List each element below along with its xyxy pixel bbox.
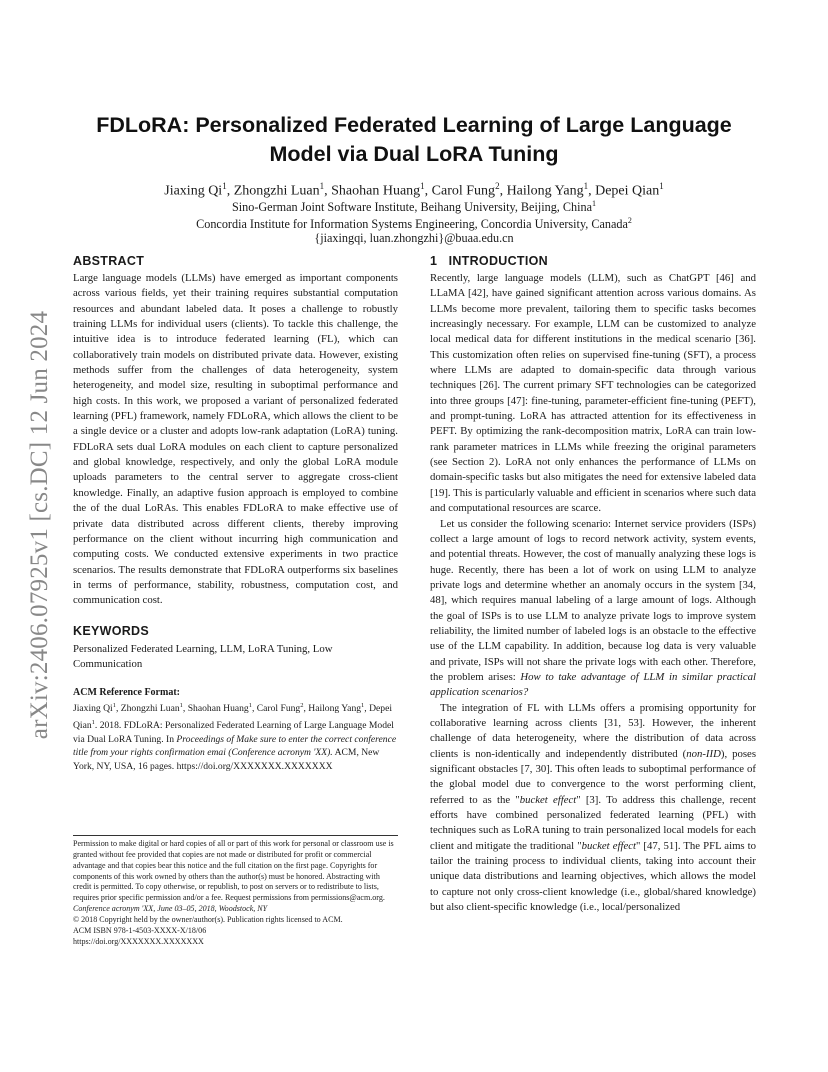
left-column xyxy=(73,252,398,773)
ref-author-affiliation-sup: 1 xyxy=(248,702,252,710)
ref-author-separator: , xyxy=(303,703,309,715)
acm-ref-heading: ACM Reference Format: xyxy=(73,687,180,699)
ref-author-name: Carol Fung xyxy=(256,703,301,715)
intro-p3-d: " [47, 51]. The PFL aims to tailor the training process to individual clients, taking into account their unique data distributions and learning objectives, which allows the model to capture not only cross-client knowledge (i.e., global/shared knowledge) but also client-specific knowledge (i.e., local/personalized xyxy=(430,839,757,914)
copyright-line: © 2018 Copyright held by the owner/author(s). Publication rights licensed to ACM. xyxy=(73,914,343,924)
author-affiliation-sup: 1 xyxy=(583,181,589,191)
paper-title: FDLoRA: Personalized Federated Learning of Large Language Model via Dual LoRA Tuning xyxy=(96,113,732,166)
author-affiliation-sup: 2 xyxy=(495,181,500,191)
footnote-rule xyxy=(73,835,398,836)
author-separator: , xyxy=(424,183,432,199)
arxiv-stamp-text: arXiv:2406.07925v1 [cs.DC] 12 Jun 2024 xyxy=(26,310,53,740)
author-separator: , xyxy=(226,183,234,199)
keywords-heading: KEYWORDS xyxy=(73,623,150,638)
intro-p3-bucket-1: bucket effect xyxy=(519,793,577,806)
affiliation-1-sup: 1 xyxy=(592,199,597,208)
author-affiliation-sup: 1 xyxy=(420,181,425,191)
permission-footnote xyxy=(73,839,398,947)
abstract-heading: ABSTRACT xyxy=(73,254,145,268)
ref-author-name: Hailong Yang xyxy=(308,703,362,715)
intro-p3-a: The integration of FL with LLMs offers a promising opportunity for collaborative learning across clients [31, 53]. However, the inherent challenge of data heterogeneity, where the distribution of data across clients is non-identically and independently distributed ( xyxy=(430,701,756,760)
acm-ref-venue: Proceedings of Make sure to enter the correct conference title from your rights confirmation emai (Conference acronym 'XX). xyxy=(73,733,397,759)
ref-author-affiliation-sup: 1 xyxy=(179,702,183,710)
ref-author-name: Jiaxing Qi xyxy=(73,703,113,715)
intro-p3-noniid: non-IID xyxy=(686,747,721,760)
author-name: Jiaxing Qi xyxy=(164,183,223,199)
ref-author-separator: . xyxy=(94,720,100,732)
author-name: Shaohan Huang xyxy=(331,183,421,199)
ref-author-name: Shaohan Huang xyxy=(187,703,249,715)
arxiv-stamp xyxy=(20,290,60,760)
isbn-line: ACM ISBN 978-1-4503-XXXX-X/18/06 xyxy=(73,925,207,935)
ref-author-separator: , xyxy=(364,703,370,715)
keywords-text: Personalized Federated Learning, LLM, LoRA Tuning, Low Communication xyxy=(73,642,333,670)
intro-heading: 1 INTRODUCTION xyxy=(430,254,548,268)
author-affiliation-sup: 1 xyxy=(222,181,227,191)
ref-author-affiliation-sup: 1 xyxy=(112,702,116,710)
research-question: How to take advantage of LLM in similar practical application scenarios? xyxy=(430,670,756,699)
conference-text: Conference acronym 'XX, June 03–05, 2018, Woodstock, NY xyxy=(73,904,268,914)
acm-ref-body-2: ACM, New York, NY, USA, 16 pages. https://doi.org/XXXXXXX.XXXXXXX xyxy=(73,747,380,772)
author-separator: , xyxy=(324,183,332,199)
affiliation-2-sup: 2 xyxy=(627,216,632,225)
ref-author-affiliation-sup: 2 xyxy=(300,702,304,710)
doi-line: https://doi.org/XXXXXXX.XXXXXXX xyxy=(73,936,204,946)
ref-author-separator: , xyxy=(251,703,257,715)
author-separator: , xyxy=(588,183,596,199)
intro-paragraph-1: Recently, large language models (LLM), such as ChatGPT [46] and LLaMA [42], have gained significant attention across various domains. As LLMs become more prevalent, tailoring them to specific tasks becomes increasingly necessary. For example, LLM can be customized to analyze local medical data for different institutions in the medical scenario [36]. This customization often relies on supervised fine-tuning (SFT), a process where LLMs are adapted to domain-specific data through various techniques [26]. The current primary SFT technologies can be categorized into three groups [47]: fine-tuning, parameter-efficient fine-tuning (PEFT), and prompt-tuning. LoRA has attracted attention for its effectiveness in PEFT. By optimizing the rank-decomposition matrix, LoRA can train low-rank parameter matrices in LLMs while freezing the original parameters (see Section 2). LoRA not only enhances the performance of LLMs on domain-specific tasks but also mitigates the need for extensive labeled data [19]. This is particularly valuable and efficient in scenarios where such data and computational resources are scarce. xyxy=(430,272,756,515)
author-affiliation-sup: 1 xyxy=(659,181,664,191)
ref-author-separator: , xyxy=(182,703,188,715)
conference-line xyxy=(73,904,398,915)
ref-author-affiliation-sup: 1 xyxy=(91,718,95,726)
acm-ref-body-1: 2018. FDLoRA: Personalized Federated Learning of Large Language Model via Dual LoRA Tuning. In xyxy=(73,720,394,745)
ref-author-affiliation-sup: 1 xyxy=(361,702,365,710)
intro-paragraph-2-text: Let us consider the following scenario: Internet service providers (ISPs) collect a large amount of logs to record network activity, system events, and potential threats. However, the cost of manually analyzing these logs is huge. Recently, there has been a lot of work on using LLM to analyze private logs and determine whether an anomaly occurs in the system [34, 48], which requires manual labeling of a large amount of logs. Although the goal of ISPs is to use LLM to analyze private logs to improve system reliability, the limited number of labeled logs is an obstacle to the effective use of the LLM capability. In addition, because log data is very valuable and private, ISPs will not share the private logs with each other. Therefore, the problem arises: xyxy=(430,517,756,683)
permission-text: Permission to make digital or hard copies of all or part of this work for personal or classroom use is granted without fee provided that copies are not made or distributed for profit or commercial advantage and that copies bear this notice and the full citation on the first page. Copyrights for components of this work owned by others than the author(s) must be honored. Abstracting with credit is permitted. To copy otherwise, or republish, to post on servers or to redistribute to lists, requires prior specific permission and/or a fee. Request permissions from permissions@acm.org. xyxy=(73,839,394,903)
ref-author-separator: , xyxy=(115,703,121,715)
right-column xyxy=(430,252,756,915)
intro-p3-c: " [3]. To address this challenge, recent efforts have combined personalized federated learning (PFL) with techniques such as LoRA tuning to train personalized local models for each client and mitigate the traditional " xyxy=(430,793,756,852)
author-separator: , xyxy=(499,183,507,199)
author-affiliation-sup: 1 xyxy=(319,181,325,191)
affiliation-2-text: Concordia Institute for Information Systems Engineering, Concordia University, Canada xyxy=(196,217,628,232)
intro-paragraph-3 xyxy=(430,701,756,916)
intro-p3-b: ), poses significant obstacles [7, 30]. This often leads to suboptimal performance of the global model due to convergence to the worst performing client, referred to as the " xyxy=(430,747,757,806)
author-name: Carol Fung xyxy=(431,183,496,199)
author-name: Hailong Yang xyxy=(506,183,584,199)
acm-ref-text xyxy=(73,699,398,773)
author-name: Zhongzhi Luan xyxy=(233,183,320,199)
author-name: Depei Qian xyxy=(595,183,660,199)
affiliation-1-text: Sino-German Joint Software Institute, Beihang University, Beijing, China xyxy=(231,200,593,215)
abstract-text: Large language models (LLMs) have emerged as important components across various fields, yet their training requires substantial computation resources and abundant labeled data. It poses a challenge to robustly training LLMs for individual users (clients). To tackle this challenge, the intuitive idea is to introduce federated learning (FL), which can collaboratively train models on distributed private data. However, existing methods suffer from the challenges of data heterogeneity, system heterogeneity, and model size, resulting in suboptimal performance and high costs. In this work, we proposed a variant of personalized federated learning (PFL) framework, namely FDLoRA, which allows the client to be a single device or a cluster and adopts low-rank adaptation (LoRA) tuning. FDLoRA sets dual LoRA modules on each client to capture personalized and global knowledge, respectively, and only the global LoRA module uploads parameters to the central server to aggregate cross-client knowledge. Finally, an adaptive fusion approach is employed to combine the of the dual LoRAs. This enables FDLoRA to make effective use of private data distributed across different clients, thereby improving performance on the client without incurring high communication and computing costs. We conducted extensive experiments in two practice scenarios. The results demonstrate that FDLoRA outperforms six baselines in terms of performance, stability, robustness, computation cost, and communication cost. xyxy=(73,272,398,607)
intro-p3-bucket-2: bucket effect xyxy=(581,839,636,852)
intro-paragraph-2 xyxy=(430,517,756,701)
ref-author-name: Zhongzhi Luan xyxy=(120,703,180,715)
author-emails: {jiaxingqi, luan.zhongzhi}@buaa.edu.cn xyxy=(314,231,514,245)
ref-author-name: Depei Qian xyxy=(73,703,393,732)
